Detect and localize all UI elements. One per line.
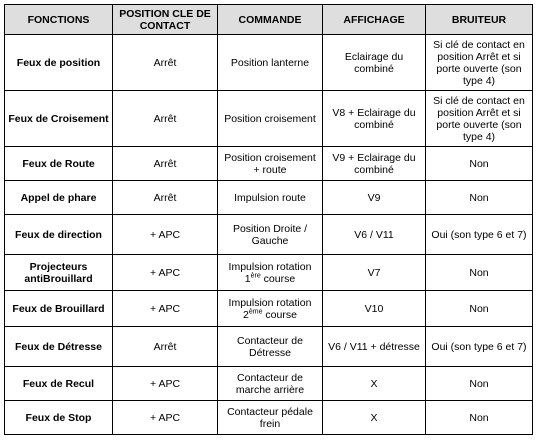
cell-fonction: Feux de direction xyxy=(5,215,113,255)
commande-text: Impulsion rotation 1 xyxy=(228,260,312,285)
header-affichage: AFFICHAGE xyxy=(323,5,426,35)
table-row xyxy=(5,327,533,367)
cell-bruiteur: Non xyxy=(426,147,533,181)
cell-affichage: V7 xyxy=(323,255,426,291)
header-bruiteur: BRUITEUR xyxy=(426,5,533,35)
cell-commande xyxy=(218,255,323,291)
header-position-cle: POSITION CLE DE CONTACT xyxy=(113,5,218,35)
cell-position: + APC xyxy=(113,255,218,291)
ordinal-superscript: ème xyxy=(248,308,263,315)
cell-position: Arrêt xyxy=(113,327,218,367)
cell-position: + APC xyxy=(113,215,218,255)
cell-commande: Position Droite / Gauche xyxy=(218,215,323,255)
cell-commande: Impulsion route xyxy=(218,181,323,215)
cell-affichage: Eclairage du combiné xyxy=(323,35,426,91)
cell-affichage: X xyxy=(323,401,426,435)
cell-commande: Contacteur de Détresse xyxy=(218,327,323,367)
cell-affichage: V9 + Eclairage du combiné xyxy=(323,147,426,181)
header-fonctions: FONCTIONS xyxy=(5,5,113,35)
functions-table xyxy=(4,4,533,435)
cell-bruiteur: Non xyxy=(426,291,533,327)
cell-fonction: Feux de Route xyxy=(5,147,113,181)
cell-commande xyxy=(218,291,323,327)
table-row xyxy=(5,147,533,181)
cell-fonction: Feux de position xyxy=(5,35,113,91)
table-row xyxy=(5,367,533,401)
cell-position: Arrêt xyxy=(113,147,218,181)
table-row xyxy=(5,255,533,291)
commande-text-end: course xyxy=(260,272,296,285)
commande-text: Impulsion rotation 2 xyxy=(228,296,312,321)
cell-position: Arrêt xyxy=(113,35,218,91)
table-row xyxy=(5,35,533,91)
cell-position: Arrêt xyxy=(113,181,218,215)
cell-commande: Position croisement xyxy=(218,91,323,147)
cell-position: + APC xyxy=(113,367,218,401)
cell-bruiteur: Non xyxy=(426,367,533,401)
cell-affichage: V8 + Eclairage du combiné xyxy=(323,91,426,147)
cell-bruiteur: Non xyxy=(426,401,533,435)
cell-fonction: Feux de Brouillard xyxy=(5,291,113,327)
table-row xyxy=(5,91,533,147)
cell-bruiteur: Si clé de contact en position Arrêt et si porte ouverte (son type 4) xyxy=(426,91,533,147)
cell-fonction: Feux de Recul xyxy=(5,367,113,401)
table-row xyxy=(5,291,533,327)
cell-bruiteur: Non xyxy=(426,255,533,291)
cell-affichage: V6 / V11 xyxy=(323,215,426,255)
cell-fonction: Appel de phare xyxy=(5,181,113,215)
cell-affichage: X xyxy=(323,367,426,401)
cell-bruiteur: Non xyxy=(426,181,533,215)
table-row xyxy=(5,215,533,255)
cell-fonction: Feux de Détresse xyxy=(5,327,113,367)
commande-text-end: course xyxy=(262,308,297,321)
table-header-row xyxy=(5,5,533,35)
table-row xyxy=(5,181,533,215)
cell-position: Arrêt xyxy=(113,91,218,147)
cell-fonction: Feux de Croisement xyxy=(5,91,113,147)
cell-affichage: V9 xyxy=(323,181,426,215)
header-commande: COMMANDE xyxy=(218,5,323,35)
cell-commande: Contacteur pédale frein xyxy=(218,401,323,435)
cell-fonction: Feux de Stop xyxy=(5,401,113,435)
cell-bruiteur: Si clé de contact en position Arrêt et si porte ouverte (son type 4) xyxy=(426,35,533,91)
cell-position: + APC xyxy=(113,401,218,435)
table-row xyxy=(5,401,533,435)
cell-bruiteur: Oui (son type 6 et 7) xyxy=(426,215,533,255)
cell-fonction: Projecteurs antiBrouillard xyxy=(5,255,113,291)
cell-bruiteur: Oui (son type 6 et 7) xyxy=(426,327,533,367)
functions-table-container xyxy=(4,4,533,435)
cell-commande: Contacteur de marche arrière xyxy=(218,367,323,401)
cell-position: + APC xyxy=(113,291,218,327)
cell-commande: Position lanterne xyxy=(218,35,323,91)
cell-commande: Position croisement + route xyxy=(218,147,323,181)
cell-affichage: V10 xyxy=(323,291,426,327)
cell-affichage: V6 / V11 + détresse xyxy=(323,327,426,367)
ordinal-superscript: ère xyxy=(250,272,261,279)
